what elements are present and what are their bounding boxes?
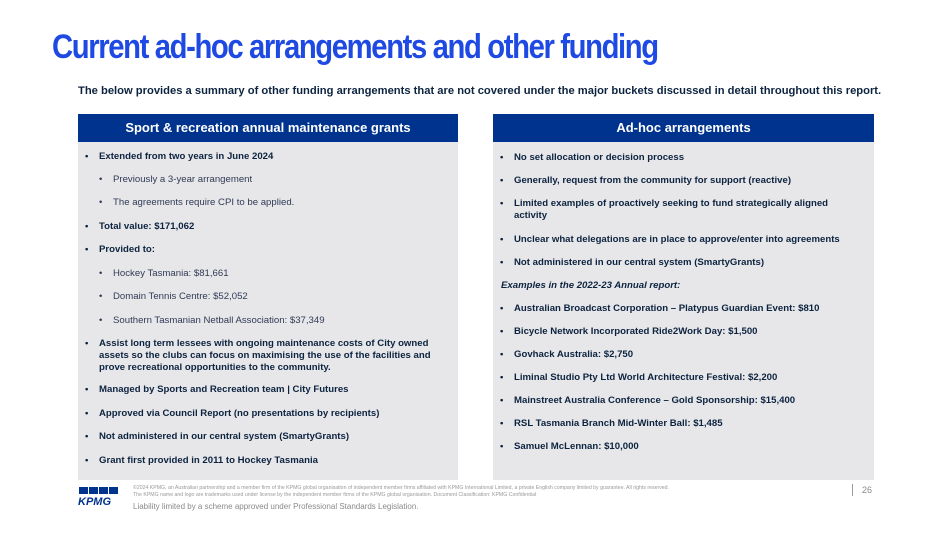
list-item: • No set allocation or decision process bbox=[514, 152, 859, 164]
kpmg-logo-text: KPMG bbox=[78, 496, 111, 508]
list-item: • Hockey Tasmania: $81,661 bbox=[113, 268, 433, 280]
list-item: • Assist long term lessees with ongoing maintenance costs of City owned assets so the clubs can focus on maximising the use of the facilities and prove recreational opportunities to the community. bbox=[99, 338, 444, 374]
list-item: • Approved via Council Report (no presentations by recipients) bbox=[99, 408, 439, 420]
list-item: • Extended from two years in June 2024 bbox=[99, 151, 439, 163]
list-item: • Generally, request from the community for support (reactive) bbox=[514, 175, 859, 187]
legal-notice bbox=[133, 485, 773, 499]
list-item: • Australian Broadcast Corporation – Platypus Guardian Event: $810 bbox=[514, 303, 859, 315]
list-item: • Not administered in our central system (SmartyGrants) bbox=[99, 431, 439, 443]
list-item: • Govhack Australia: $2,750 bbox=[514, 349, 859, 361]
list-item: • Managed by Sports and Recreation team | City Futures bbox=[99, 384, 439, 396]
page-number-divider bbox=[852, 484, 853, 496]
list-item: • Total value: $171,062 bbox=[99, 221, 439, 233]
examples-heading: Examples in the 2022-23 Annual report: bbox=[501, 280, 681, 291]
page-title: Current ad-hoc arrangements and other funding bbox=[52, 28, 658, 66]
list-item: • Liminal Studio Pty Ltd World Architecture Festival: $2,200 bbox=[514, 372, 859, 384]
adhoc-arrangements-panel bbox=[493, 114, 874, 480]
adhoc-arrangements-header: Ad-hoc arrangements bbox=[493, 114, 874, 142]
sport-recreation-panel bbox=[78, 114, 458, 480]
sport-recreation-header: Sport & recreation annual maintenance grants bbox=[78, 114, 458, 142]
list-item: • Limited examples of proactively seeking to fund strategically aligned activity bbox=[514, 198, 844, 222]
list-item: • The agreements require CPI to be applied. bbox=[113, 197, 433, 209]
liability-notice: Liability limited by a scheme approved under Professional Standards Legislation. bbox=[133, 502, 419, 511]
legal-line-2: The KPMG name and logo are trademarks used under license by the independent member firms of the KPMG global organisation. Document Classification: KPMG Confidential bbox=[133, 492, 537, 498]
list-item: • Domain Tennis Centre: $52,052 bbox=[113, 291, 433, 303]
list-item: • Not administered in our central system (SmartyGrants) bbox=[514, 257, 859, 269]
list-item: • Provided to: bbox=[99, 244, 439, 256]
list-item: • Bicycle Network Incorporated Ride2Work Day: $1,500 bbox=[514, 326, 859, 338]
kpmg-logo bbox=[78, 486, 122, 508]
page-subtitle: The below provides a summary of other funding arrangements that are not covered under the major buckets discussed in detail throughout this report. bbox=[78, 85, 882, 97]
list-item: • Unclear what delegations are in place to approve/enter into agreements bbox=[514, 234, 859, 246]
page-number: 26 bbox=[862, 485, 873, 495]
list-item: • Previously a 3-year arrangement bbox=[113, 174, 433, 186]
legal-line-1: ©2024 KPMG, an Australian partnership and a member firm of the KPMG global organisation of independent member firms affiliated with KPMG International Limited, a private English company limited by guarantee. All rights reserved. bbox=[133, 485, 670, 491]
list-item: • Samuel McLennan: $10,000 bbox=[514, 441, 859, 453]
list-item: • Mainstreet Australia Conference – Gold Sponsorship: $15,400 bbox=[514, 395, 859, 407]
list-item: • Southern Tasmanian Netball Association: $37,349 bbox=[113, 315, 433, 327]
list-item: • Grant first provided in 2011 to Hockey Tasmania bbox=[99, 455, 439, 467]
list-item: • RSL Tasmania Branch Mid-Winter Ball: $1,485 bbox=[514, 418, 859, 430]
